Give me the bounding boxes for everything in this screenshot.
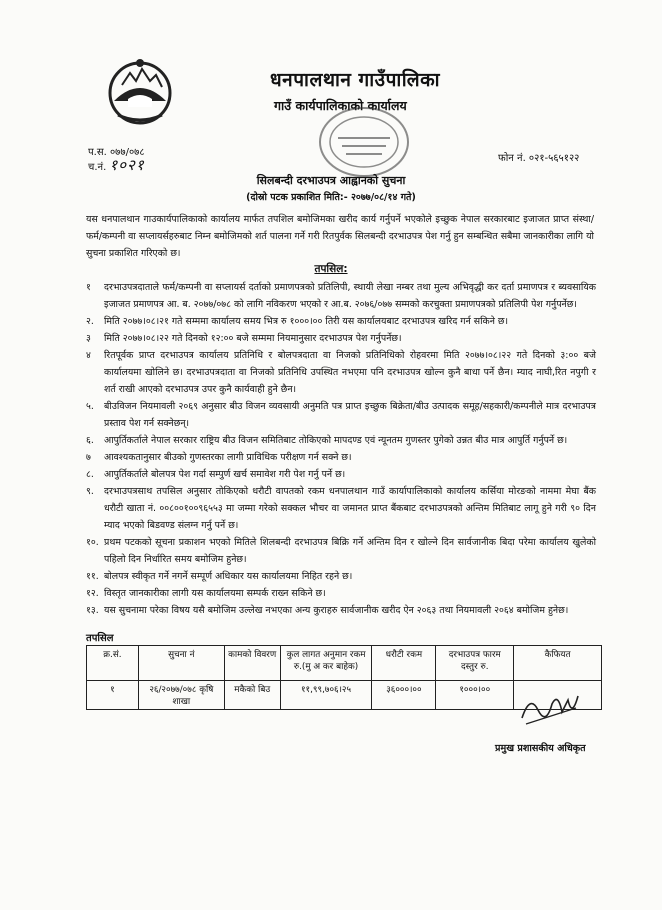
patra-sankhya: प.स. ०७७/०७८	[88, 147, 145, 158]
condition-item: ८. आपुर्तिकर्ताले बोलपत्र पेश गर्दा सम्पुर्ण खर्च समावेश गरी पेश गर्नु पर्ने छ।	[86, 469, 346, 480]
chalani-label: च.नं.	[88, 162, 107, 173]
condition-item: ९. दरभाउपत्रसाथ तपसिल अनुसार तोकिएको धरौटी वापतको रकम धनपालथान गाउँ कार्यापालिकाको कार्यालय कर्सिया मोरङको नाममा मेघा बैंक धरौटी खाता नं. ००८००१००९६५५३ मा जम्मा गरेको सक्कल भौचर वा जमानत प्राप्त बैंकबाट दरभाउपत्रको अन्तिम मितिबाट लागू हुने गरी ९० दिन म्याद भएको बिडवण्ड संलग्न गर्नु पर्ने छ।	[86, 486, 596, 531]
condition-item: ७ आवश्यकतानुसार बीउको गुणस्तरका लागी प्राविधिक परीक्षण गर्न सक्ने छ।	[86, 452, 352, 463]
table-cell: ३६०००।००	[372, 681, 436, 710]
notice-title: सिलबन्दी दरभाउपत्र आह्वानको सुचना	[256, 174, 406, 187]
condition-item: २. मिति २०७७।०८।२१ गते सम्ममा कार्यालय समय भित्र रु १०००।०० तिरी यस कार्यालयबाट दरभाउपत्र खरिद गर्न सकिने छ।	[86, 316, 509, 327]
table-cell: २६/२०७७/०७८ कृषि शाखा	[138, 681, 224, 710]
office-subtitle: गाउँ कार्यपालिकाको कार्यालय	[274, 98, 407, 113]
reference-block	[88, 146, 145, 174]
condition-item: ३ मिति २०७७।०८।२२ गते दिनको १२:०० बजे सम्ममा नियमानुसार दरभाउपत्र पेश गर्नुपर्नेछ।	[86, 333, 402, 344]
table-cell: मकैको बिउ	[224, 681, 280, 710]
conditions-heading: तपसिल:	[314, 263, 348, 275]
condition-item: १०. प्रथम पटकको सूचना प्रकाशन भएको मितिले शिलबन्दी दरभाउपत्र बिक्रि गर्ने अन्तिम दिन र खोल्ने दिन सार्वजानीक बिदा परेमा कार्यालय खुलेको पहिलो दिन निर्धारित समय बमोजिम हुनेछ।	[86, 537, 596, 565]
table-cell: ११,९९,७०६।२५	[280, 681, 372, 710]
condition-item: ६. आपुर्तिकर्ताले नेपाल सरकार राष्ट्रिय बीउ विजन समितिबाट तोकिएको मापदण्ड एवं न्यूनतम गुणस्तर पुगेको उन्नत बीउ मात्र आपुर्ति गर्नुपर्ने छ।	[86, 435, 568, 446]
table-header-cell: धरौटी रकम	[372, 646, 436, 681]
nepal-emblem-icon	[104, 55, 176, 127]
phone-number: फोन नं. ०२१-५६५१२२	[498, 153, 580, 164]
notice-subtitle: (दोस्रो पटक प्रकाशित मिति:- २०७७/०८/१४ गते)	[246, 192, 416, 203]
condition-item: ११. बोलपत्र स्वीकृत गर्ने नगर्ने सम्पूर्ण अधिकार यस कार्यालयमा निहित रहने छ।	[86, 571, 353, 582]
condition-item: १२. विस्तृत जानकारीका लागी यस कार्यालयमा सम्पर्क राख्न सकिने छ।	[86, 588, 326, 599]
table-cell: १	[87, 681, 139, 710]
signatory-title: प्रमुख प्रशासकीय अधिकृत	[495, 743, 586, 754]
table-header-cell: कुल लागत अनुमान रकम रु.(मु अ कर बाहेक)	[280, 646, 372, 681]
table-header-cell: क्र.सं.	[87, 646, 139, 681]
table-header-cell: कैफियत	[514, 646, 602, 681]
condition-item: ५. बीउविजन नियमावली २०६९ अनुसार बीउ विजन व्यवसायी अनुमति पत्र प्राप्त इच्छुक बिक्रेता/बीउ उत्पादक समूह/सहकारी/कम्पनीले मात्र दरभाउपत्र प्रस्ताव पेश गर्न सक्नेछन्।	[86, 401, 596, 429]
table-cell: १०००।००	[436, 681, 514, 710]
table-header-row	[87, 646, 602, 681]
table-header-cell: सुचना नं	[138, 646, 224, 681]
condition-item: १ दरभाउपत्रदाताले फर्म/कम्पनी वा सप्लायर्स दर्ताको प्रमाणपत्रको प्रतिलिपी, स्थायी लेखा नम्बर तथा मुल्य अभिवृद्धी कर दर्ता प्रमाणपत्र र ब्यवसायिक इजाजत प्रमाणपत्र आ. ब. २०७७/०७८ को लागि नविकरण भएको र आ.ब. २०७६/०७७ सम्मको करचुक्ता प्रमाणपत्रको प्रतिलिपी पेश गर्नुपर्नेछ।	[86, 282, 596, 310]
chalani-number	[88, 156, 145, 174]
conditions-list	[86, 279, 596, 619]
table-title: तपसिल	[86, 633, 114, 644]
office-name: धनपालथान गाउँपालिका	[270, 69, 441, 91]
signature-icon	[518, 688, 580, 728]
table-header-cell: कामको विवरण	[224, 646, 280, 681]
condition-item: १३. यस सुचनामा परेका विषय यसै बमोजिम उल्लेख नभएका अन्य कुराहरु सार्वजानीक खरीद ऐन २०६३ तथा नियमावली २०६४ बमोजिम हुनेछ।	[86, 605, 569, 616]
intro-paragraph: यस धनपालथान गाउकार्यपालिकाको कार्यालय मार्फत तपशिल बमोजिमका खरीद कार्य गर्नुपर्ने भएकोले इच्छुक नेपाल सरकारबाट इजाजत प्राप्त संस्था/फर्म/कम्पनी वा सप्लायर्सहरुबाट निम्न बमोजिमको शर्त पालना गर्ने गरी रितपुर्वक सिलबन्दी दरभाउपत्र पेश गर्नु हुन सम्बन्धित सबैमा जानकारीका लागि यो सुचना प्रकाशित गरिएको छ।	[86, 214, 594, 259]
chalani-value: १०२१	[109, 156, 145, 174]
table-header-cell: दरभाउपत्र फारम दस्तुर रु.	[436, 646, 514, 681]
office-stamp-icon	[316, 102, 412, 182]
condition-item: ४ रितपूर्वक प्राप्त दरभाउपत्र कार्यालय प्रतिनिधि र बोलपत्रदाता वा निजको प्रतिनिधिको रोहवरमा मिति २०७७।०८।२२ गते दिनको ३:०० बजे कार्यालयमा खोलिने छ। दरभाउपत्रदाता वा निजको प्रतिनिधि उपस्थित नभएमा पनि दरभाउपत्र खोल्न कुनै बाधा पर्ने छैन। म्याद नाघी,रित नपुगी र शर्त राखी आएको दरभाउपत्र उपर कुनै कार्यवाही हुने छैन।	[86, 350, 596, 395]
